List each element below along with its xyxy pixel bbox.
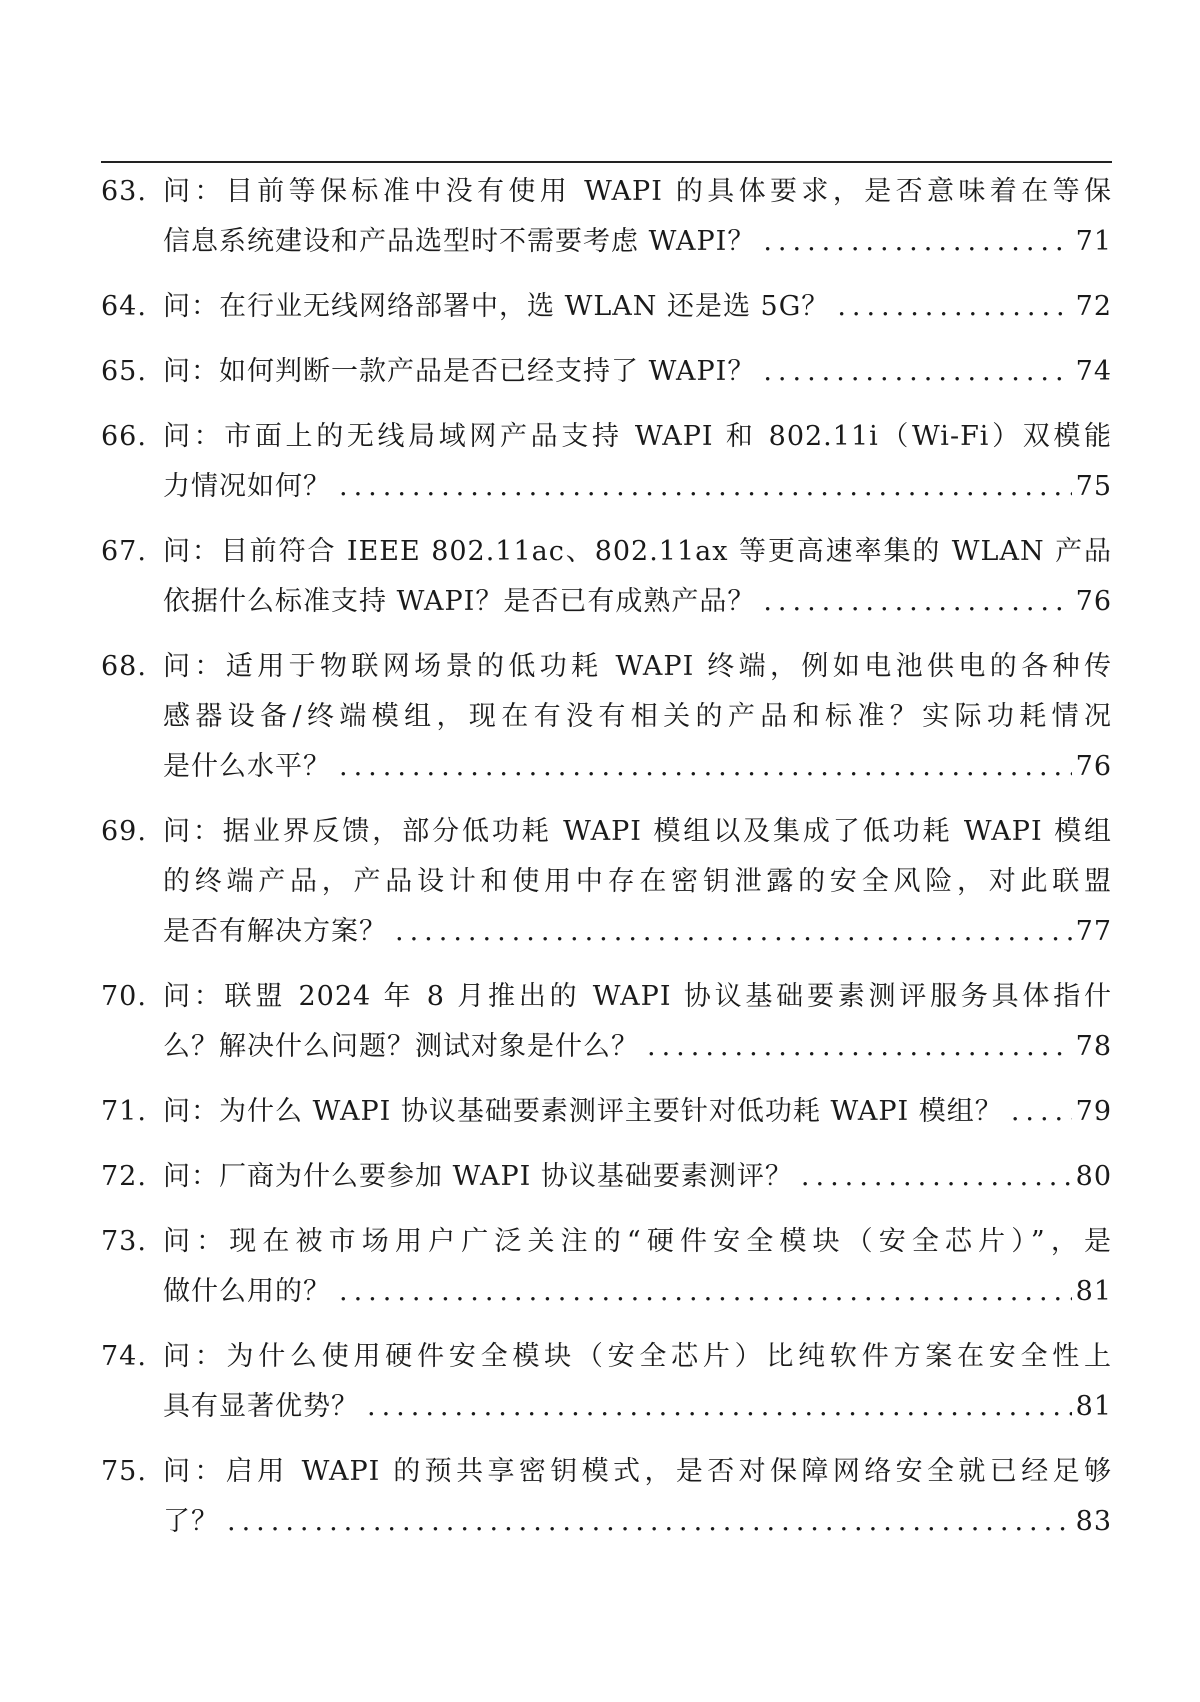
toc-entry-final-line: [163, 347, 1112, 397]
toc-entry-75[interactable]: [101, 1447, 1112, 1547]
toc-entry-body: [163, 282, 1112, 332]
toc-entry-line: 问：适用于物联网场景的低功耗 WAPI 终端，例如电池供电的各种传: [163, 651, 1112, 682]
toc-entry-final-line: [163, 907, 1112, 957]
dot-leader: [339, 462, 1072, 512]
toc-entry-74[interactable]: [101, 1332, 1112, 1432]
toc-entry-line: 问：启用 WAPI 的预共享密钥模式，是否对保障网络安全就已经足够: [163, 1456, 1112, 1487]
toc-entry-68[interactable]: [101, 642, 1112, 792]
toc-entry-line: 信息系统建设和产品选型时不需要考虑 WAPI？: [163, 226, 756, 257]
toc-entry-number: 70.: [101, 981, 147, 1012]
toc-page-number: 76: [1075, 586, 1112, 617]
dot-leader: [837, 282, 1071, 332]
toc-page-number: 79: [1075, 1096, 1112, 1127]
toc-entry-body: [163, 527, 1112, 627]
toc-page-number: 83: [1075, 1506, 1112, 1537]
table-of-contents: [101, 167, 1112, 1562]
toc-entry-final-line: [163, 1152, 1112, 1202]
dot-leader: [763, 577, 1071, 627]
toc-entry-number: 64.: [101, 291, 147, 322]
toc-entry-64[interactable]: [101, 282, 1112, 332]
dot-leader: [1011, 1087, 1072, 1137]
toc-entry-line: 问：为什么 WAPI 协议基础要素测评主要针对低功耗 WAPI 模组？: [163, 1096, 1003, 1127]
toc-entry-70[interactable]: [101, 972, 1112, 1072]
toc-entry-line: 了？: [163, 1506, 219, 1537]
toc-entry-line: 感器设备/终端模组，现在有没有相关的产品和标准？实际功耗情况: [163, 701, 1112, 732]
toc-entry-final-line: [163, 742, 1112, 792]
toc-entry-final-line: [163, 1382, 1112, 1432]
toc-entry-number: 67.: [101, 536, 147, 567]
toc-entry-final-line: [163, 282, 1112, 332]
toc-entry-body: [163, 642, 1112, 792]
toc-entry-line: 问：据业界反馈，部分低功耗 WAPI 模组以及集成了低功耗 WAPI 模组: [163, 816, 1112, 847]
toc-entry-final-line: [163, 1022, 1112, 1072]
toc-entry-number: 72.: [101, 1161, 147, 1192]
toc-entry-line: 是什么水平？: [163, 751, 331, 782]
toc-entry-line: 的终端产品，产品设计和使用中存在密钥泄露的安全风险，对此联盟: [163, 866, 1112, 897]
toc-entry-line: 么？解决什么问题？测试对象是什么？: [163, 1031, 639, 1062]
toc-entry-line: 问：如何判断一款产品是否已经支持了 WAPI？: [163, 356, 756, 387]
dot-leader: [339, 742, 1072, 792]
dot-leader: [339, 1267, 1072, 1317]
toc-entry-72[interactable]: [101, 1152, 1112, 1202]
toc-entry-body: [163, 972, 1112, 1072]
toc-entry-65[interactable]: [101, 347, 1112, 397]
toc-entry-line: 具有显著优势？: [163, 1391, 359, 1422]
toc-entry-line: 问：现在被市场用户广泛关注的“硬件安全模块（安全芯片）”，是: [163, 1226, 1112, 1257]
toc-entry-line: 问：厂商为什么要参加 WAPI 协议基础要素测评？: [163, 1161, 793, 1192]
dot-leader: [395, 907, 1072, 957]
toc-entry-final-line: [163, 462, 1112, 512]
toc-page-number: 78: [1075, 1031, 1112, 1062]
toc-entry-number: 71.: [101, 1096, 147, 1127]
header-rule: [101, 161, 1112, 163]
toc-page-number: 80: [1075, 1161, 1112, 1192]
toc-entry-body: [163, 1152, 1112, 1202]
toc-entry-73[interactable]: [101, 1217, 1112, 1317]
toc-page-number: 72: [1075, 291, 1112, 322]
toc-entry-number: 68.: [101, 651, 147, 682]
toc-entry-body: [163, 412, 1112, 512]
toc-entry-number: 66.: [101, 421, 147, 452]
toc-entry-number: 74.: [101, 1341, 147, 1372]
dot-leader: [367, 1382, 1072, 1432]
toc-entry-number: 65.: [101, 356, 147, 387]
toc-entry-body: [163, 1332, 1112, 1432]
toc-entry-body: [163, 807, 1112, 957]
toc-entry-final-line: [163, 1497, 1112, 1547]
toc-entry-final-line: [163, 1087, 1112, 1137]
toc-entry-63[interactable]: [101, 167, 1112, 267]
toc-entry-line: 力情况如何？: [163, 471, 331, 502]
toc-entry-body: [163, 167, 1112, 267]
toc-entry-line: 是否有解决方案？: [163, 916, 387, 947]
toc-page-number: 74: [1075, 356, 1112, 387]
toc-entry-67[interactable]: [101, 527, 1112, 627]
toc-entry-body: [163, 347, 1112, 397]
toc-entry-number: 75.: [101, 1456, 147, 1487]
toc-page-number: 81: [1075, 1391, 1112, 1422]
toc-entry-number: 63.: [101, 176, 147, 207]
toc-page-number: 71: [1075, 226, 1112, 257]
toc-entry-body: [163, 1217, 1112, 1317]
dot-leader: [227, 1497, 1072, 1547]
toc-entry-line: 问：目前等保标准中没有使用 WAPI 的具体要求，是否意味着在等保: [163, 176, 1112, 207]
dot-leader: [801, 1152, 1072, 1202]
dot-leader: [763, 347, 1071, 397]
toc-entry-number: 69.: [101, 816, 147, 847]
toc-entry-line: 问：为什么使用硬件安全模块（安全芯片）比纯软件方案在安全性上: [163, 1341, 1112, 1372]
toc-entry-number: 73.: [101, 1226, 147, 1257]
toc-entry-final-line: [163, 217, 1112, 267]
toc-entry-line: 做什么用的？: [163, 1276, 331, 1307]
toc-entry-line: 问：目前符合 IEEE 802.11ac、802.11ax 等更高速率集的 WLAN 产品: [163, 536, 1112, 567]
toc-entry-line: 依据什么标准支持 WAPI？是否已有成熟产品？: [163, 586, 756, 617]
toc-entry-line: 问：联盟 2024 年 8 月推出的 WAPI 协议基础要素测评服务具体指什: [163, 981, 1112, 1012]
toc-entry-line: 问：市面上的无线局域网产品支持 WAPI 和 802.11i（Wi-Fi）双模能: [163, 421, 1112, 452]
toc-page-number: 75: [1075, 471, 1112, 502]
toc-page-number: 81: [1075, 1276, 1112, 1307]
toc-page-number: 76: [1075, 751, 1112, 782]
toc-entry-body: [163, 1087, 1112, 1137]
dot-leader: [763, 217, 1071, 267]
toc-entry-69[interactable]: [101, 807, 1112, 957]
toc-entry-body: [163, 1447, 1112, 1547]
toc-entry-final-line: [163, 1267, 1112, 1317]
toc-page-number: 77: [1075, 916, 1112, 947]
dot-leader: [647, 1022, 1072, 1072]
toc-entry-66[interactable]: [101, 412, 1112, 512]
toc-entry-71[interactable]: [101, 1087, 1112, 1137]
toc-entry-line: 问：在行业无线网络部署中，选 WLAN 还是选 5G？: [163, 291, 830, 322]
toc-entry-final-line: [163, 577, 1112, 627]
